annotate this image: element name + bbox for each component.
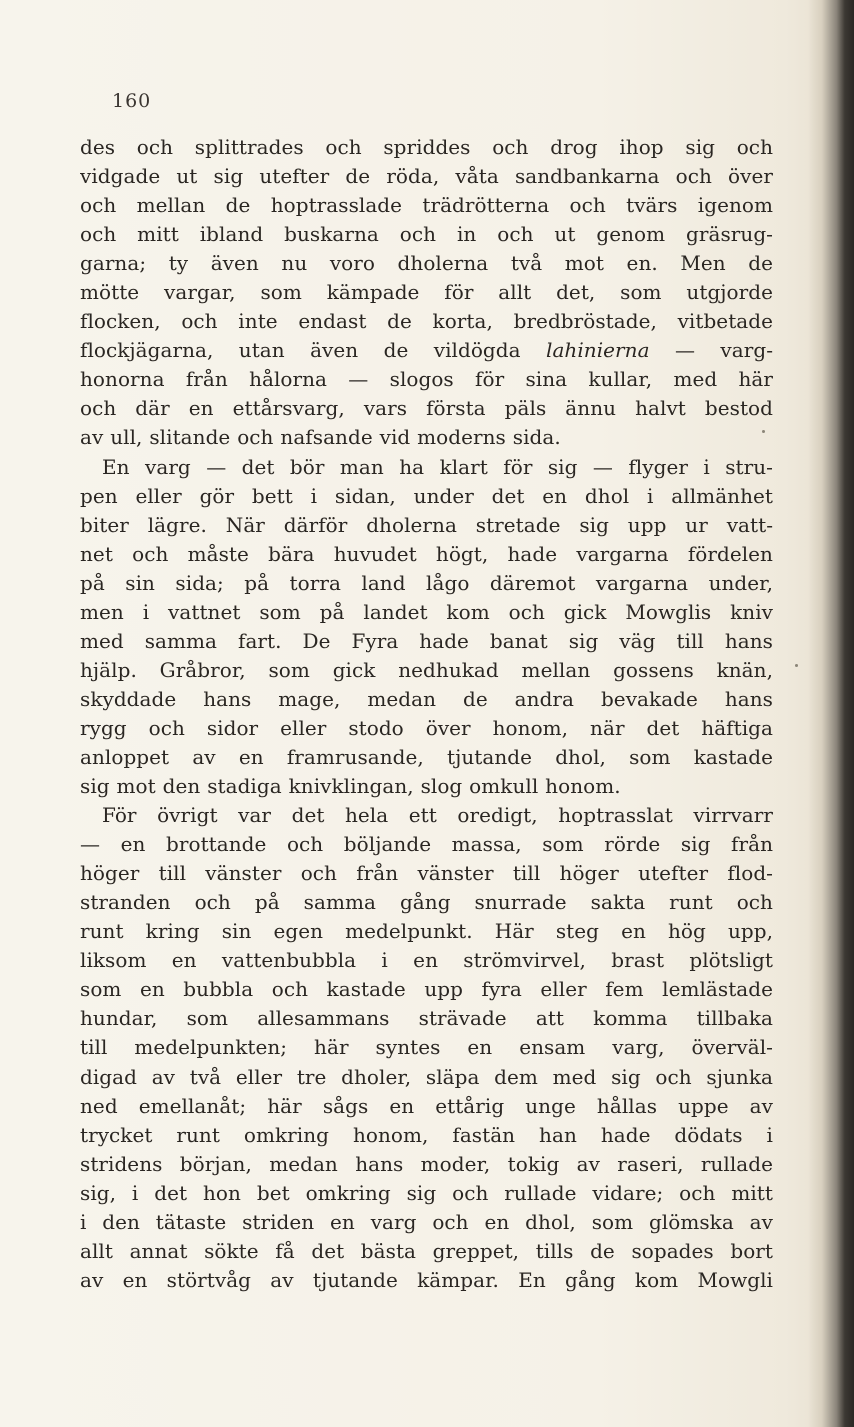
text-line: garna; ty även nu voro dholerna två mot en. Men de <box>80 251 773 276</box>
text-line: vidgade ut sig utefter de röda, våta sandbankarna och över <box>80 164 773 189</box>
text-line: net och måste bära huvudet högt, hade vargarna fördelen <box>80 541 773 566</box>
text-line: i den tätaste striden en varg och en dhol, som glömska av <box>80 1209 773 1234</box>
text-line: biter lägre. När därför dholerna stretade sig upp ur vatt- <box>80 512 773 537</box>
text-line: anloppet av en framrusande, tjutande dhol, som kastade <box>80 744 773 769</box>
book-spine-shadow <box>808 0 854 1427</box>
text-line: pen eller gör bett i sidan, under det en dhol i allmänhet <box>80 483 773 508</box>
text-line: liksom en vattenbubbla i en strömvirvel, brast plötsligt <box>80 948 773 973</box>
text-line: av en störtvåg av tjutande kämpar. En gång kom Mowgli <box>80 1267 773 1292</box>
text-line: hundar, som allesammans strävade att komma tillbaka <box>80 1006 773 1031</box>
text-line: allt annat sökte få det bästa greppet, tills de sopades bort <box>80 1238 773 1263</box>
text-line: stridens början, medan hans moder, tokig av raseri, rullade <box>80 1151 773 1176</box>
text-line: rygg och sidor eller stodo över honom, när det häftiga <box>80 715 773 740</box>
body-text <box>80 133 773 1295</box>
text-line: runt kring sin egen medelpunkt. Här steg en hög upp, <box>80 919 773 944</box>
text-segment: — varg- <box>649 338 773 363</box>
text-segment: flockjägarna, utan även de vildögda <box>80 338 546 363</box>
paragraph-start-line: En varg — det bör man ha klart för sig — flyger i stru- <box>102 454 773 479</box>
text-line: — en brottande och böljande massa, som rörde sig från <box>80 832 773 857</box>
text-line: des och splittrades och spriddes och drog ihop sig och <box>80 135 773 159</box>
text-line: och mellan de hoptrasslade trädrötterna och tvärs igenom <box>80 193 773 218</box>
text-line: trycket runt omkring honom, fastän han hade dödats i <box>80 1122 773 1147</box>
italic-term: lahinierna <box>546 338 650 363</box>
text-line: men i vattnet som på landet kom och gick Mowglis kniv <box>80 599 773 624</box>
text-line: till medelpunkten; här syntes en ensam varg, överväl- <box>80 1035 773 1060</box>
text-line: och där en ettårsvarg, vars första päls ännu halvt bestod <box>80 396 773 421</box>
page-speck <box>795 664 798 667</box>
page-number: 160 <box>112 90 152 112</box>
text-line: och mitt ibland buskarna och in och ut genom gräsrug- <box>80 222 773 247</box>
text-line-with-italic <box>80 336 773 365</box>
text-line: honorna från hålorna — slogos för sina kullar, med här <box>80 367 773 392</box>
text-line: av ull, slitande och nafsande vid moderns sida. <box>80 425 561 450</box>
text-line: ned emellanåt; här sågs en ettårig unge hållas uppe av <box>80 1093 773 1118</box>
text-line: flocken, och inte endast de korta, bredbröstade, vitbetade <box>80 309 773 334</box>
text-line: höger till vänster och från vänster till höger utefter flod- <box>80 861 773 886</box>
text-line: skyddade hans mage, medan de andra bevakade hans <box>80 686 773 711</box>
paragraph-start-line: För övrigt var det hela ett oredigt, hoptrasslat virrvarr <box>102 803 773 828</box>
text-line: på sin sida; på torra land lågo däremot vargarna under, <box>80 570 773 595</box>
text-line: sig, i det hon bet omkring sig och rullade vidare; och mitt <box>80 1180 773 1205</box>
text-line: digad av två eller tre dholer, släpa dem med sig och sjunka <box>80 1064 773 1089</box>
text-line: sig mot den stadiga knivklingan, slog omkull honom. <box>80 774 621 799</box>
text-line: hjälp. Gråbror, som gick nedhukad mellan gossens knän, <box>80 657 773 682</box>
text-line: med samma fart. De Fyra hade banat sig väg till hans <box>80 628 773 653</box>
text-line: stranden och på samma gång snurrade sakta runt och <box>80 890 773 915</box>
text-line: mötte vargar, som kämpade för allt det, som utgjorde <box>80 280 773 305</box>
text-line: som en bubbla och kastade upp fyra eller fem lemlästade <box>80 977 773 1002</box>
